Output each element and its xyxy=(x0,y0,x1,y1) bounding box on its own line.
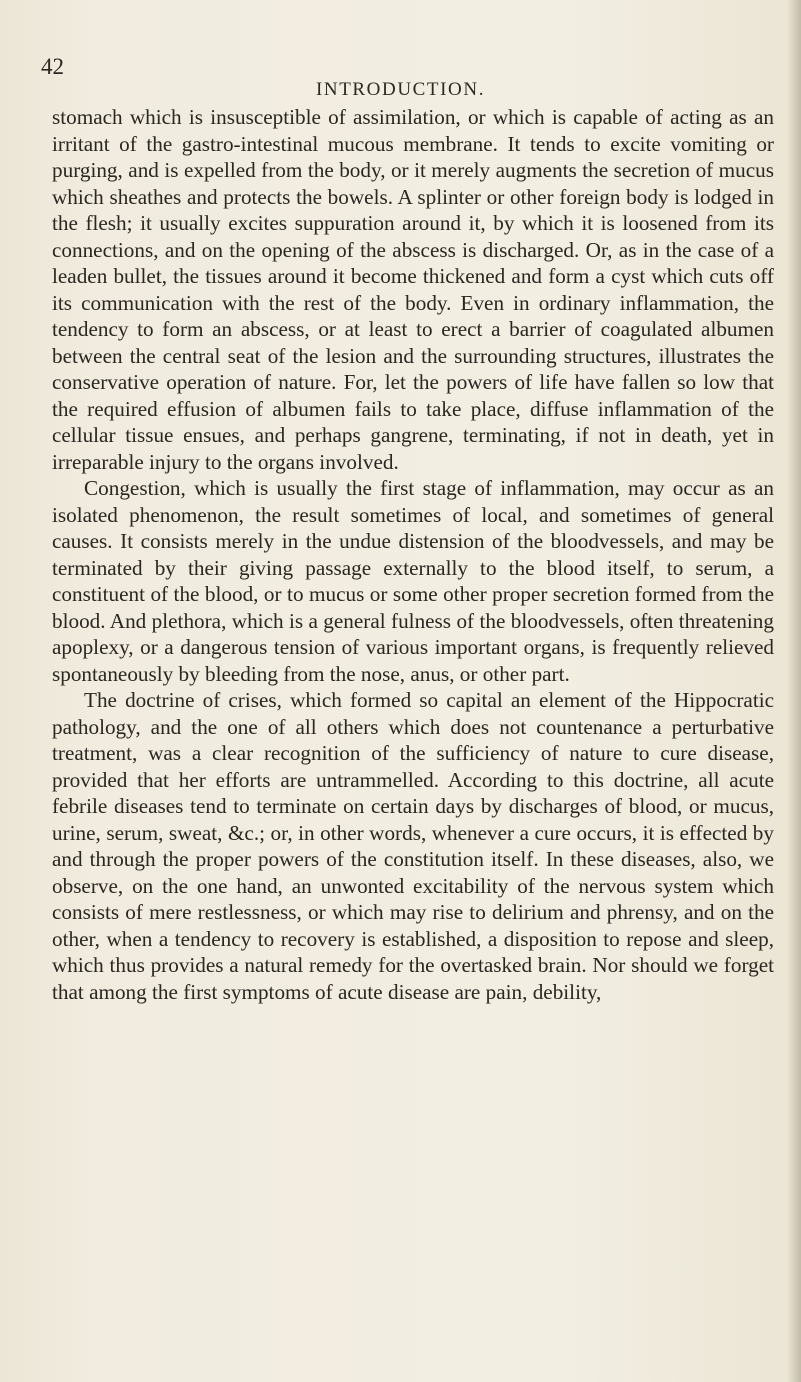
paragraph: The doctrine of crises, which formed so capital an element of the Hippocratic pathology, and the one of all others which does not countenance a perturbative treatment, was a clear recognition of the sufficiency of nature to cure disease, provided that her efforts are untrammelled. According to this doctrine, all acute febrile diseases tend to terminate on certain days by discharges of blood, or mucus, urine, serum, sweat, &c.; or, in other words, whenever a cure occurs, it is effected by and through the proper powers of the constitution itself. In these diseases, also, we observe, on the one hand, an unwonted excitability of the nervous system which consists of mere restlessness, or which may rise to delirium and phrensy, and on the other, when a tendency to recovery is established, a disposition to repose and sleep, which thus provides a natural remedy for the overtasked brain. Nor should we forget that among the first symptoms of acute disease are pain, debility, xyxy=(52,688,774,1004)
paragraph: Congestion, which is usually the first stage of inflammation, may occur as an isolated phenomenon, the result sometimes of local, and sometimes of general causes. It consists merely in the undue distension of the bloodvessels, and may be terminated by their giving passage externally to the blood itself, to serum, a constituent of the blood, or to mucus or some other proper secretion formed from the blood. And plethora, which is a general fulness of the bloodvessels, often threatening apoplexy, or a dangerous tension of various important organs, is frequently relieved spontaneously by bleeding from the nose, anus, or other part. xyxy=(52,476,774,686)
body-text xyxy=(52,104,774,1005)
paragraph: stomach which is insusceptible of assimilation, or which is capable of acting as an irritant of the gastro-intestinal mucous membrane. It tends to excite vomiting or purging, and is expelled from the body, or it merely augments the secretion of mucus which sheathes and protects the bowels. A splinter or other foreign body is lodged in the flesh; it usually excites suppuration around it, by which it is loosened from its connections, and on the opening of the abscess is discharged. Or, as in the case of a leaden bullet, the tissues around it become thickened and form a cyst which cuts off its communication with the rest of the body. Even in ordinary inflammation, the tendency to form an abscess, or at least to erect a barrier of coagulated albumen between the central seat of the lesion and the surrounding structures, illustrates the conservative operation of nature. For, let the powers of life have fallen so low that the required effusion of albumen fails to take place, diffuse inflammation of the cellular tissue ensues, and perhaps gangrene, terminating, if not in death, yet in irreparable injury to the organs involved. xyxy=(52,105,774,474)
page-number: 42 xyxy=(41,54,64,79)
running-head: INTRODUCTION. xyxy=(315,79,486,100)
page-edge-shadow xyxy=(787,0,801,1382)
